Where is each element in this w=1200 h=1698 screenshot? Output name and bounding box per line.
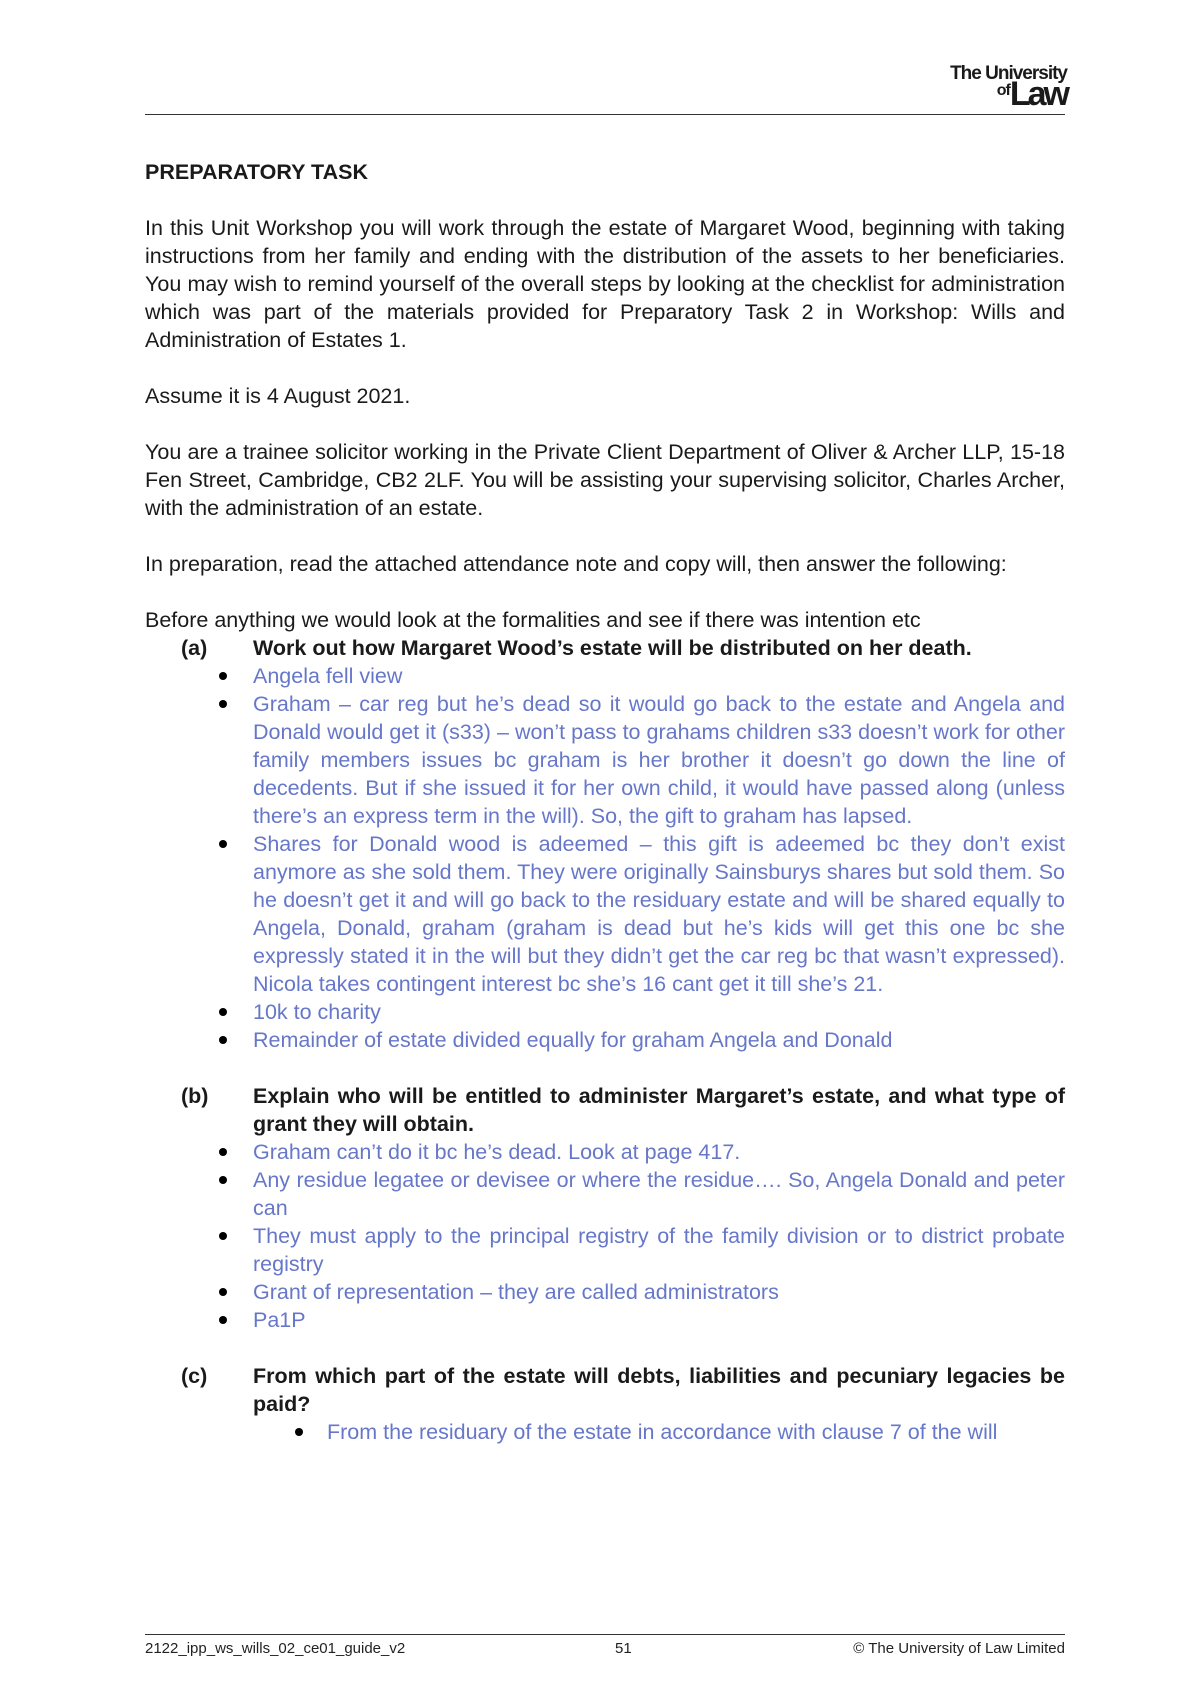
- question-text: Explain who will be entitled to administer Margaret’s estate, and what type of grant they will obtain.: [253, 1084, 1065, 1136]
- question-c: [145, 1362, 1065, 1418]
- header-rule: [145, 114, 1065, 115]
- list-item: They must apply to the principal registry of the family division or to district probate registry: [145, 1222, 1065, 1278]
- role-paragraph: You are a trainee solicitor working in the Private Client Department of Oliver & Archer LLP, 15-18 Fen Street, Cambridge, CB2 2LF. You will be assisting your supervising solicitor, Charles Archer, with the administration of an estate.: [145, 440, 1065, 520]
- logo-text-top: The University: [950, 63, 1067, 84]
- list-item: From the residuary of the estate in accordance with clause 7 of the will: [145, 1418, 1065, 1446]
- list-item: Shares for Donald wood is adeemed – this gift is adeemed bc they don’t exist anymore as she sold them. They were originally Sainsburys shares but sold them. So he doesn’t get it and will go back to the residuary estate and will be shared equally to Angela, Donald, graham (graham is dead but he’s kids will get this one bc she expressly stated it in the will but they didn’t get the car reg bc that wasn’t expressed). Nicola takes contingent interest bc she’s 16 cant get it till she’s 21.: [145, 830, 1065, 998]
- logo-text-of: of: [996, 82, 1010, 99]
- list-item: Grant of representation – they are called administrators: [145, 1278, 1065, 1306]
- question-text: From which part of the estate will debts, liabilities and pecuniary legacies be paid?: [253, 1364, 1065, 1416]
- answers-b: [145, 1138, 1065, 1334]
- page-title: PREPARATORY TASK: [145, 160, 368, 184]
- copyright-notice: © The University of Law Limited: [853, 1640, 1065, 1657]
- question-letter: (a): [181, 636, 208, 660]
- intro-paragraph: In this Unit Workshop you will work through the estate of Margaret Wood, beginning with taking instructions from her family and ending with the distribution of the assets to her beneficiaries. You may wish to remind yourself of the overall steps by looking at the checklist for administration which was part of the materials provided for Preparatory Task 2 in Workshop: Wills and Administration of Estates 1.: [145, 216, 1065, 352]
- list-item: Graham – car reg but he’s dead so it would go back to the estate and Angela and Donald would get it (s33) – won’t pass to grahams children s33 doesn’t work for other family members issues bc graham is her brother it doesn’t go down the line of decedents. But if she issued it for her own child, it would have passed along (unless there’s an express term in the will). So, the gift to graham has lapsed.: [145, 690, 1065, 830]
- list-item: Pa1P: [145, 1306, 1065, 1334]
- list-item: Remainder of estate divided equally for graham Angela and Donald: [145, 1026, 1065, 1054]
- instruction-paragraph: In preparation, read the attached attendance note and copy will, then answer the following:: [145, 552, 1007, 576]
- question-letter: (b): [181, 1084, 209, 1108]
- formalities-note: Before anything we would look at the formalities and see if there was intention etc: [145, 608, 921, 632]
- question-text: Work out how Margaret Wood’s estate will be distributed on her death.: [253, 636, 972, 660]
- footer-rule: [145, 1634, 1065, 1635]
- answers-c: [145, 1418, 1065, 1446]
- answers-a: [145, 662, 1065, 1054]
- page-number: 51: [615, 1640, 632, 1657]
- list-item: Any residue legatee or devisee or where the residue…. So, Angela Donald and peter can: [145, 1166, 1065, 1222]
- list-item: 10k to charity: [145, 998, 1065, 1026]
- document-reference: 2122_ipp_ws_wills_02_ce01_guide_v2: [145, 1640, 406, 1657]
- document-body: [145, 158, 1065, 1474]
- question-a: [145, 634, 1065, 662]
- date-paragraph: Assume it is 4 August 2021.: [145, 384, 411, 408]
- logo-text-law: Law: [1009, 75, 1067, 113]
- question-letter: (c): [181, 1364, 208, 1388]
- university-of-law-logo: [950, 64, 1067, 111]
- list-item: Angela fell view: [145, 662, 1065, 690]
- list-item: Graham can’t do it bc he’s dead. Look at page 417.: [145, 1138, 1065, 1166]
- question-b: [145, 1082, 1065, 1138]
